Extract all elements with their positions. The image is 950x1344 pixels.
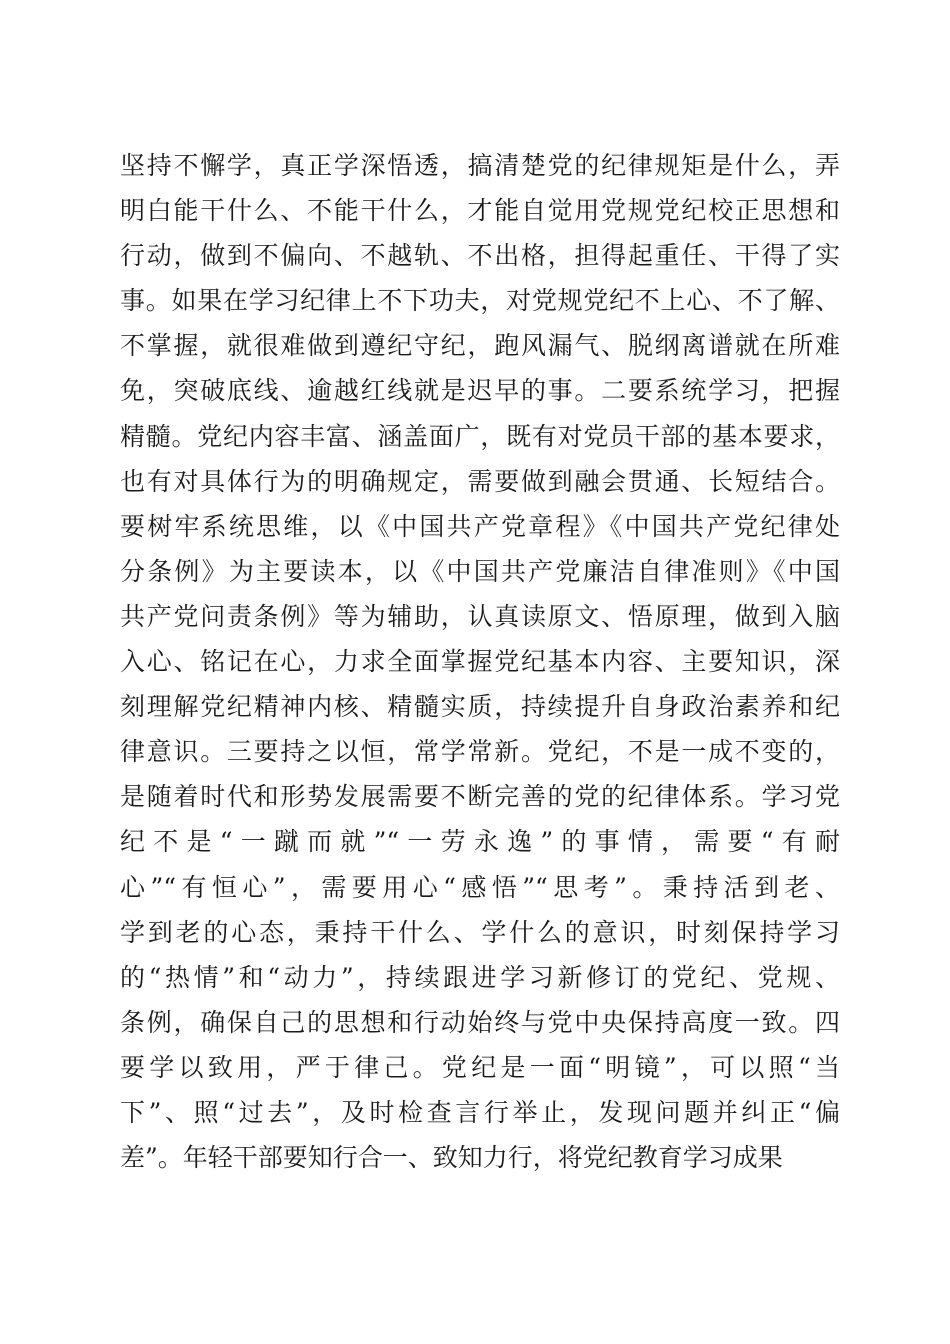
- text-line: 入心、铭记在心，力求全面掌握党纪基本内容、主要知识，深: [120, 647, 840, 677]
- text-line: 也有对具体行为的明确规定，需要做到融会贯通、长短结合。: [120, 466, 840, 496]
- text-line: 明白能干什么、不能干什么，才能自觉用党规党纪校正思想和: [120, 196, 840, 226]
- text-line: 分条例》为主要读本，以《中国共产党廉洁自律准则》《中国: [120, 556, 840, 586]
- text-line: 坚持不懈学，真正学深悟透，搞清楚党的纪律规矩是什么，弄: [120, 151, 840, 180]
- text-line: 精髓。党纪内容丰富、涵盖面广，既有对党员干部的基本要求，: [120, 421, 840, 451]
- body-text: [120, 143, 840, 1180]
- text-line: 共产党问责条例》等为辅助，认真读原文、悟原理，做到入脑: [120, 601, 840, 631]
- text-line: 下”、照“过去”，及时检查言行举止，发现问题并纠正“偏: [120, 1097, 840, 1127]
- text-line: 是随着时代和形势发展需要不断完善的党的纪律体系。学习党: [120, 782, 840, 812]
- text-line: 要学以致用，严于律己。党纪是一面“明镜”，可以照“当: [120, 1052, 840, 1082]
- text-line: 要树牢系统思维，以《中国共产党章程》《中国共产党纪律处: [120, 511, 840, 541]
- text-line: 纪不是“一蹴而就”“一劳永逸”的事情，需要“有耐: [120, 827, 840, 857]
- text-line: 刻理解党纪精神内核、精髓实质，持续提升自身政治素养和纪: [120, 692, 840, 722]
- text-line: 免，突破底线、逾越红线就是迟早的事。二要系统学习，把握: [120, 376, 840, 406]
- text-line: 心”“有恒心”，需要用心“感悟”“思考”。秉持活到老、: [120, 872, 840, 902]
- text-line: 行动，做到不偏向、不越轨、不出格，担得起重任、干得了实: [120, 241, 840, 271]
- text-line: 条例，确保自己的思想和行动始终与党中央保持高度一致。四: [120, 1007, 840, 1037]
- text-line: 不掌握，就很难做到遵纪守纪，跑风漏气、脱纲离谱就在所难: [120, 331, 840, 361]
- text-line: 律意识。三要持之以恒，常学常新。党纪，不是一成不变的，: [120, 737, 840, 767]
- text-line: 事。如果在学习纪律上不下功夫，对党规党纪不上心、不了解、: [120, 286, 840, 316]
- text-line: 的“热情”和“动力”，持续跟进学习新修订的党纪、党规、: [120, 962, 840, 992]
- text-line: 学到老的心态，秉持干什么、学什么的意识，时刻保持学习: [120, 917, 840, 947]
- text-line: 差”。年轻干部要知行合一、致知力行，将党纪教育学习成果: [120, 1143, 783, 1173]
